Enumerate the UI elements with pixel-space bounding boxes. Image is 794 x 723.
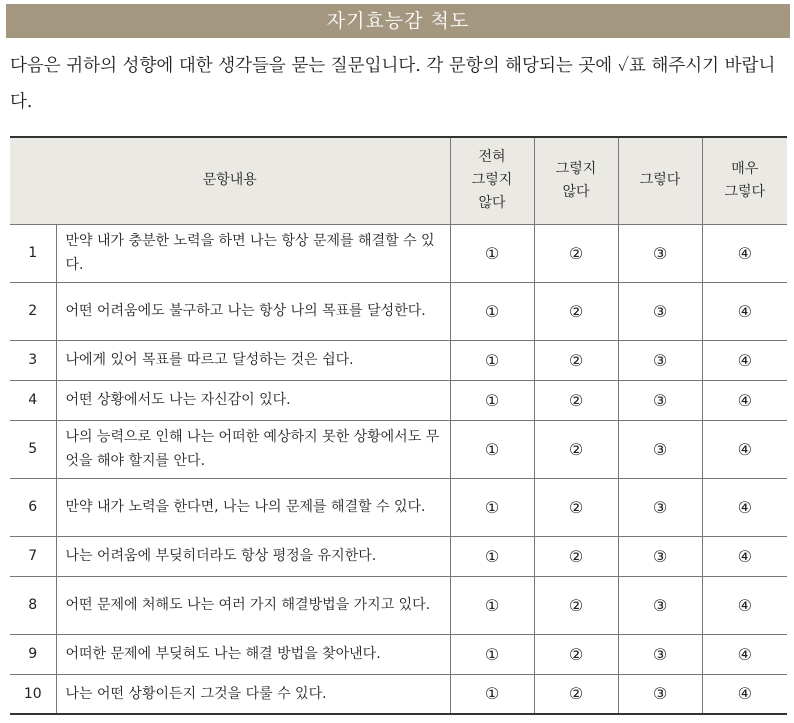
response-option-3[interactable]: ③ <box>618 536 702 576</box>
table-row <box>10 420 787 478</box>
response-option-4[interactable]: ④ <box>702 478 787 536</box>
item-number: 4 <box>10 380 56 420</box>
response-option-4[interactable]: ④ <box>702 576 787 634</box>
item-number: 8 <box>10 576 56 634</box>
header-item-content: 문항내용 <box>10 137 450 224</box>
table-row <box>10 478 787 536</box>
response-option-4[interactable]: ④ <box>702 380 787 420</box>
response-option-2[interactable]: ② <box>534 340 618 380</box>
table-row <box>10 224 787 282</box>
item-number: 3 <box>10 340 56 380</box>
response-option-1[interactable]: ① <box>450 224 534 282</box>
item-text: 어떤 문제에 처해도 나는 여러 가지 해결방법을 가지고 있다. <box>56 576 450 634</box>
response-option-4[interactable]: ④ <box>702 634 787 674</box>
item-text: 어떠한 문제에 부딪혀도 나는 해결 방법을 찾아낸다. <box>56 634 450 674</box>
table-row <box>10 340 787 380</box>
response-option-2[interactable]: ② <box>534 576 618 634</box>
response-option-4[interactable]: ④ <box>702 674 787 714</box>
item-number: 2 <box>10 282 56 340</box>
response-option-3[interactable]: ③ <box>618 224 702 282</box>
table-row <box>10 634 787 674</box>
response-option-3[interactable]: ③ <box>618 340 702 380</box>
response-option-1[interactable]: ① <box>450 340 534 380</box>
response-option-1[interactable]: ① <box>450 674 534 714</box>
scale-title: 자기효능감 척도 <box>6 4 790 38</box>
response-option-4[interactable]: ④ <box>702 536 787 576</box>
response-option-2[interactable]: ② <box>534 282 618 340</box>
response-option-3[interactable]: ③ <box>618 282 702 340</box>
response-option-1[interactable]: ① <box>450 282 534 340</box>
item-number: 7 <box>10 536 56 576</box>
table-row <box>10 282 787 340</box>
item-number: 1 <box>10 224 56 282</box>
item-text: 어떤 상황에서도 나는 자신감이 있다. <box>56 380 450 420</box>
response-option-1[interactable]: ① <box>450 420 534 478</box>
response-option-3[interactable]: ③ <box>618 478 702 536</box>
item-text: 어떤 어려움에도 불구하고 나는 항상 나의 목표를 달성한다. <box>56 282 450 340</box>
response-option-2[interactable]: ② <box>534 536 618 576</box>
item-number: 5 <box>10 420 56 478</box>
item-text: 만약 내가 충분한 노력을 하면 나는 항상 문제를 해결할 수 있다. <box>56 224 450 282</box>
response-option-3[interactable]: ③ <box>618 420 702 478</box>
response-option-2[interactable]: ② <box>534 224 618 282</box>
response-option-4[interactable]: ④ <box>702 340 787 380</box>
response-option-3[interactable]: ③ <box>618 576 702 634</box>
item-text: 나의 능력으로 인해 나는 어떠한 예상하지 못한 상황에서도 무엇을 해야 할지를 안다. <box>56 420 450 478</box>
item-text: 나는 어떤 상황이든지 그것을 다룰 수 있다. <box>56 674 450 714</box>
response-option-3[interactable]: ③ <box>618 634 702 674</box>
response-option-2[interactable]: ② <box>534 478 618 536</box>
header-option: 매우 그렇다 <box>702 137 787 224</box>
item-number: 9 <box>10 634 56 674</box>
item-text: 나는 어려움에 부딪히더라도 항상 평정을 유지한다. <box>56 536 450 576</box>
item-number: 10 <box>10 674 56 714</box>
response-option-1[interactable]: ① <box>450 380 534 420</box>
response-option-4[interactable]: ④ <box>702 224 787 282</box>
response-option-4[interactable]: ④ <box>702 420 787 478</box>
response-option-1[interactable]: ① <box>450 478 534 536</box>
response-option-4[interactable]: ④ <box>702 282 787 340</box>
response-option-2[interactable]: ② <box>534 380 618 420</box>
response-option-3[interactable]: ③ <box>618 380 702 420</box>
response-option-1[interactable]: ① <box>450 576 534 634</box>
table-row <box>10 576 787 634</box>
table-row <box>10 674 787 714</box>
header-row <box>10 137 787 224</box>
instructions: 다음은 귀하의 성향에 대한 생각들을 묻는 질문입니다. 각 문항의 해당되는 곳에 ✓표 해주시기 바랍니다. <box>10 56 776 112</box>
response-option-3[interactable]: ③ <box>618 674 702 714</box>
response-option-2[interactable]: ② <box>534 674 618 714</box>
header-option: 그렇지 않다 <box>534 137 618 224</box>
header-option: 그렇다 <box>618 137 702 224</box>
item-text: 만약 내가 노력을 한다면, 나는 나의 문제를 해결할 수 있다. <box>56 478 450 536</box>
survey-table <box>10 136 787 715</box>
header-option: 전혀 그렇지 않다 <box>450 137 534 224</box>
response-option-2[interactable]: ② <box>534 634 618 674</box>
response-option-1[interactable]: ① <box>450 536 534 576</box>
response-option-1[interactable]: ① <box>450 634 534 674</box>
item-text: 나에게 있어 목표를 따르고 달성하는 것은 쉽다. <box>56 340 450 380</box>
table-row <box>10 536 787 576</box>
item-number: 6 <box>10 478 56 536</box>
table-row <box>10 380 787 420</box>
response-option-2[interactable]: ② <box>534 420 618 478</box>
